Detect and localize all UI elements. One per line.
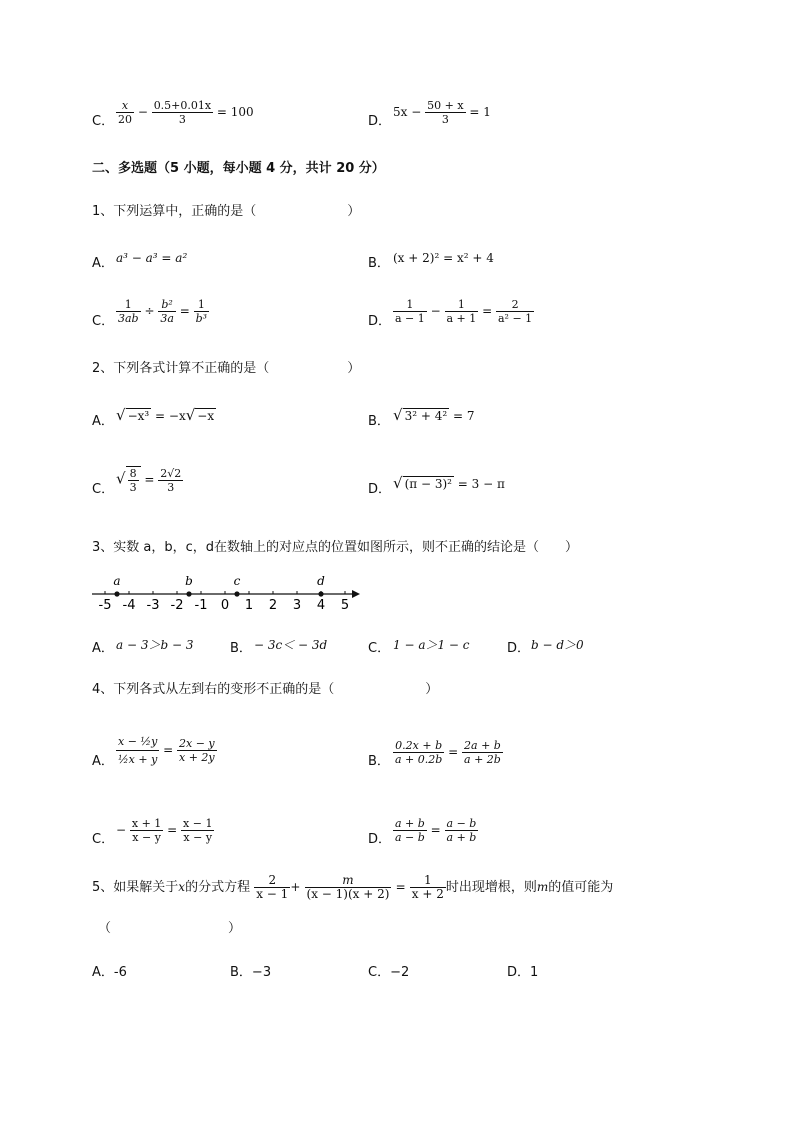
q4-option-c-label: C．	[92, 832, 115, 847]
q3-option-d-label: D．	[507, 641, 531, 656]
q3-option-b-expression: − 3c＜ − 3d	[254, 638, 328, 652]
number-line-point-label: c	[233, 574, 241, 588]
q3-option-a-expression: a − 3＞b − 3	[116, 638, 194, 652]
q2-option-b-expression: √ 3² + 4² = 7	[393, 406, 475, 424]
number-line-tick-label: 4	[316, 598, 326, 613]
q2-option-a-expression: √ −x³ = −x√ −x	[116, 406, 215, 424]
q2-option-d-expression: √ (π − 3)² = 3 − π	[393, 474, 505, 492]
q1-option-b-expression: (x + 2)² = x² + 4	[393, 251, 494, 265]
number-line-tick-label: -2	[170, 598, 184, 613]
q1-stem: 1、下列运算中，正确的是（ ）	[92, 204, 361, 219]
number-line-point-label: b	[185, 574, 193, 588]
q2-option-c-label: C．	[92, 482, 115, 497]
number-line-tick-label: 0	[220, 598, 230, 613]
number-line-tick-label: -3	[146, 598, 160, 613]
q5-stem: 5、如果解关于x的分式方程 $\frac{2}{x - 1}$ + $\frac{m}{(x - 1)(x + 2)}$ = $\frac{1}{x + 2}$ 时出现增根，则m的值可能为	[92, 873, 614, 901]
q5-answer-paren: （ ）	[98, 921, 242, 936]
prev-option-d-label: D．	[368, 114, 392, 129]
number-line-point-a	[114, 591, 119, 596]
prev-option-c-label: C．	[92, 114, 115, 129]
number-line-point-b	[186, 591, 191, 596]
number-line-tick-label: -5	[98, 598, 112, 613]
prev-option-d-expression: 5x − $\frac{50 + x}{3}$ = 1	[393, 99, 491, 126]
q4-stem: 4、下列各式从左到右的变形不正确的是（ ）	[92, 682, 439, 697]
q2-option-d-label: D．	[368, 482, 392, 497]
q5-option-a: A．-6	[92, 965, 127, 980]
q5-option-d: D．1	[507, 965, 539, 980]
section-heading: 二、多选题（5 小题，每小题 4 分，共计 20 分）	[92, 161, 385, 176]
q3-option-c-expression: 1 − a＞1 − c	[393, 638, 470, 652]
q4-option-d-expression: $\frac{a + b}{a - b}$ = $\frac{a - b}{a + b}$	[395, 817, 477, 844]
q1-option-c-label: C．	[92, 314, 115, 329]
q1-option-d-expression: $\frac{1}{a - 1}$ − $\frac{1}{a + 1}$ = $\frac{2}{\text{a² − 1}}$	[395, 298, 533, 325]
number-line-point-label: d	[317, 574, 325, 588]
q1-option-b-label: B．	[368, 256, 390, 271]
number-line-tick-label: 5	[340, 598, 350, 613]
q4-option-b-label: B．	[368, 754, 390, 769]
q3-option-a-label: A．	[92, 641, 114, 656]
q1-option-c-expression: $\frac{1}{3ab}$ ÷ $\frac{\text{b²}}{3a}$ = $\frac{1}{\text{b³}}$	[118, 298, 208, 325]
q4-option-a-expression: $\frac{\text{x − ½y}}{\text{½x + y}}$ = $\frac{2x - y}{x + 2y}$	[118, 735, 215, 766]
q1-option-a-expression: a³ − a³ = a²	[116, 251, 188, 265]
q4-option-c-expression: − $\frac{x + 1}{x - y}$ = $\frac{x - 1}{x - y}$	[116, 817, 213, 844]
number-line-point-label: a	[113, 574, 121, 588]
q4-option-a-label: A．	[92, 754, 114, 769]
q2-stem: 2、下列各式计算不正确的是（ ）	[92, 361, 361, 376]
number-line	[88, 568, 368, 618]
number-line-tick-label: 1	[244, 598, 254, 613]
number-line-arrow	[352, 590, 360, 598]
q4-option-d-label: D．	[368, 832, 392, 847]
q1-option-a-label: A．	[92, 256, 114, 271]
number-line-tick-label: 3	[292, 598, 302, 613]
number-line-point-c	[234, 591, 239, 596]
q5-option-c: C．−2	[368, 965, 410, 980]
q3-option-b-label: B．	[230, 641, 252, 656]
q3-option-c-label: C．	[368, 641, 391, 656]
q3-option-d-expression: b − d＞0	[531, 638, 584, 652]
prev-option-c-expression: $\frac{x}{20}$ − $\frac{0.5+0.01x}{3}$ = 100	[118, 99, 254, 126]
number-line-tick-label: -4	[122, 598, 136, 613]
q2-option-a-label: A．	[92, 414, 114, 429]
number-line-tick-label: 2	[268, 598, 278, 613]
q5-option-b: B．−3	[230, 965, 272, 980]
q4-option-b-expression: $\frac{0.2x + b}{a + 0.2b}$ = $\frac{2a + b}{a + 2b}$	[395, 739, 501, 766]
q2-option-b-label: B．	[368, 414, 390, 429]
q2-option-c-expression: √ $\frac{8}{3}$ = $\frac{2√2}{3}$	[116, 466, 182, 494]
number-line-tick-label: -1	[194, 598, 208, 613]
q3-stem: 3、实数 a，b，c，d在数轴上的对应点的位置如图所示，则不正确的结论是（ ）	[92, 540, 579, 555]
q1-option-d-label: D．	[368, 314, 392, 329]
number-line-point-d	[318, 591, 323, 596]
